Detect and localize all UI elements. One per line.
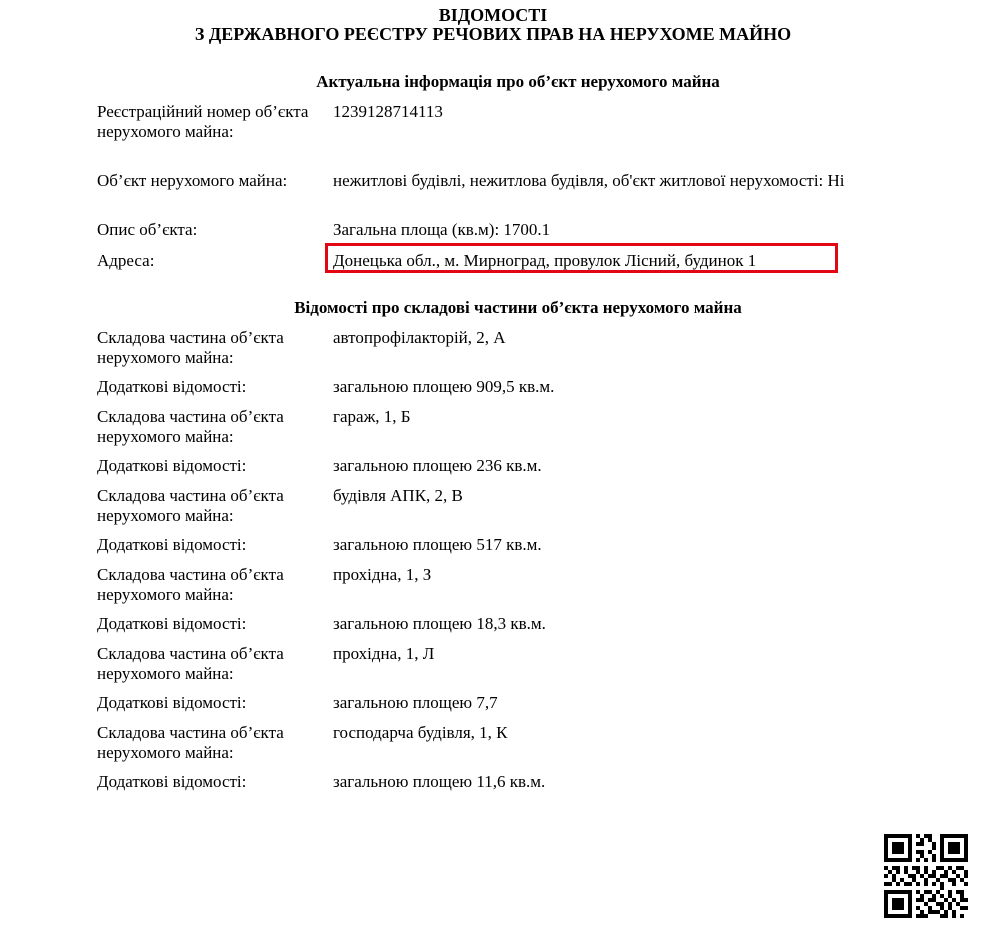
document-title: ВІДОМОСТІ [438, 5, 548, 25]
component-extra-value: загальною площею 11,6 кв.м. [333, 772, 546, 791]
address-label: Адреса: [97, 251, 155, 270]
component-part-label: Складова частина об’єкта нерухомого майна: [97, 407, 284, 446]
component-part-label: Складова частина об’єкта нерухомого майна: [97, 328, 284, 367]
reg-number-label: Реєстраційний номер об’єкта нерухомого майна: [97, 102, 309, 141]
component-extra-label: Додаткові відомості: [97, 772, 247, 791]
component-part-value: автопрофілакторій, 2, А [333, 328, 506, 347]
component-extra-value: загальною площею 517 кв.м. [333, 535, 542, 554]
component-part-label: Складова частина об’єкта нерухомого майна: [97, 486, 284, 525]
component-part-value: гараж, 1, Б [333, 407, 411, 426]
component-extra-label: Додаткові відомості: [97, 535, 247, 554]
qr-code-icon [884, 834, 968, 918]
component-extra-label: Додаткові відомості: [97, 614, 247, 633]
component-extra-value: загальною площею 909,5 кв.м. [333, 377, 555, 396]
component-extra-label: Додаткові відомості: [97, 456, 247, 475]
component-extra-label: Додаткові відомості: [97, 693, 247, 712]
component-extra-value: загальною площею 18,3 кв.м. [333, 614, 546, 633]
component-extra-value: загальною площею 7,7 [333, 693, 498, 712]
object-type-label: Об’єкт нерухомого майна: [97, 171, 288, 190]
reg-number-value: 1239128714113 [333, 102, 443, 121]
component-part-label: Складова частина об’єкта нерухомого майна: [97, 644, 284, 683]
address-highlight-box [325, 243, 838, 273]
component-part-label: Складова частина об’єкта нерухомого майна: [97, 565, 284, 604]
component-part-value: будівля АПК, 2, В [333, 486, 463, 505]
description-label: Опис об’єкта: [97, 220, 198, 239]
component-extra-label: Додаткові відомості: [97, 377, 247, 396]
component-part-value: господарча будівля, 1, К [333, 723, 508, 742]
current-info-heading: Актуальна інформація про об’єкт нерухомого майна [316, 72, 720, 91]
address-value: Донецька обл., м. Мирноград, провулок Лісний, будинок 1 [333, 251, 757, 270]
description-value: Загальна площа (кв.м): 1700.1 [333, 220, 551, 239]
component-extra-value: загальною площею 236 кв.м. [333, 456, 542, 475]
component-part-label: Складова частина об’єкта нерухомого майна: [97, 723, 284, 762]
document-subtitle: З ДЕРЖАВНОГО РЕЄСТРУ РЕЧОВИХ ПРАВ НА НЕРУХОМЕ МАЙНО [194, 24, 792, 44]
component-part-value: прохідна, 1, Л [333, 644, 435, 663]
component-part-value: прохідна, 1, З [333, 565, 432, 584]
object-type-value: нежитлові будівлі, нежитлова будівля, об'єкт житлової нерухомості: Ні [333, 171, 845, 190]
components-heading: Відомості про складові частини об’єкта нерухомого майна [294, 298, 742, 317]
